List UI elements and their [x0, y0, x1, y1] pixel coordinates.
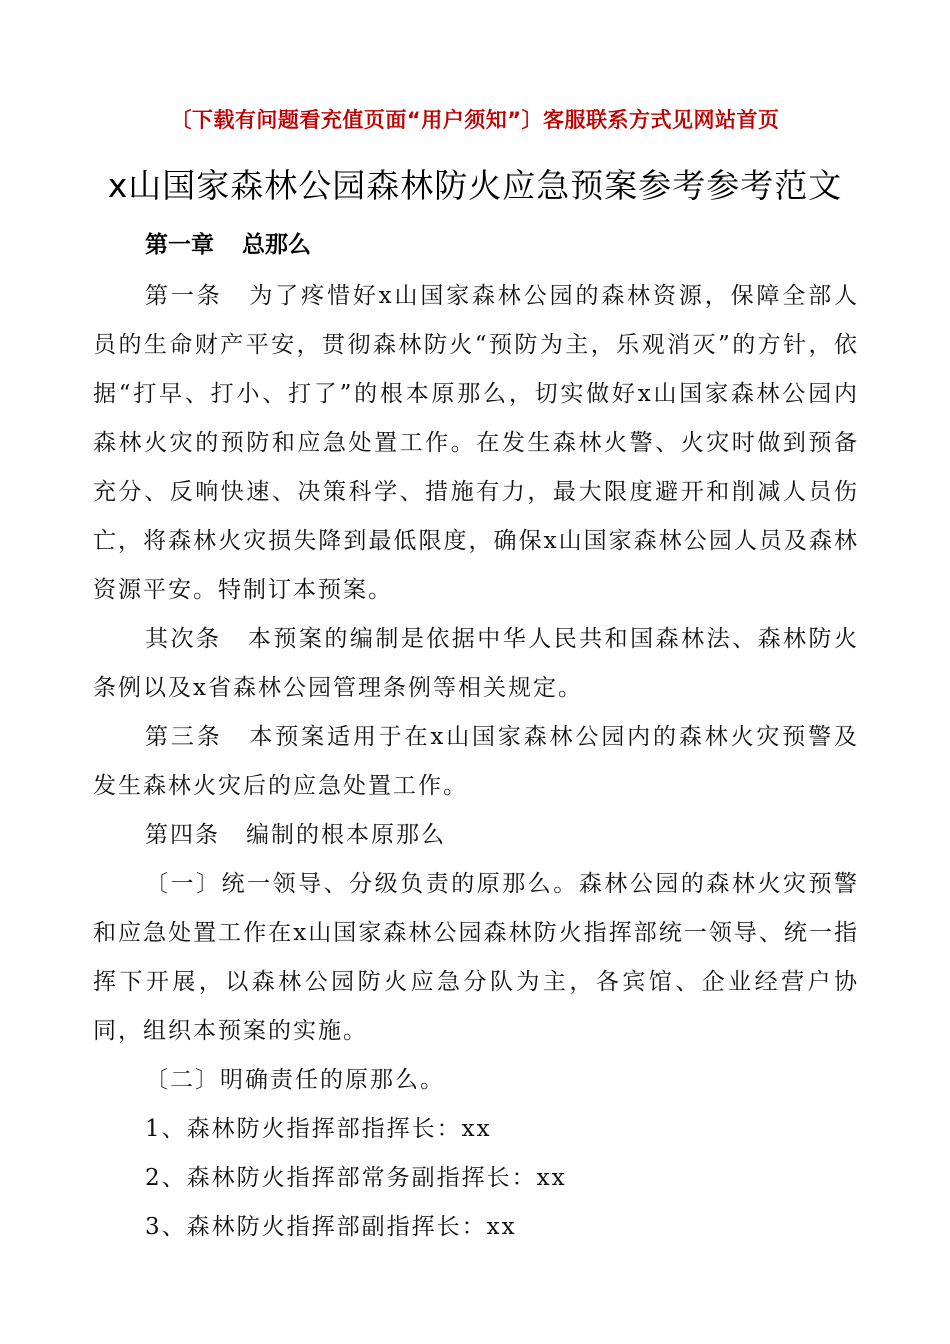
- principle-1: 〔一〕统一领导、分级负责的原那么。森林公园的森林火灾预警和应急处置工作在x山国家森林公园森林防火指挥部统一领导、统一指挥下开展，以森林公园防火应急分队为主，各宾馆、企业经营户协同，组织本预案的实施。: [93, 871, 859, 1044]
- chapter-heading: [145, 226, 311, 259]
- article-label: 第三条: [145, 724, 223, 750]
- article-label: 其次条: [145, 626, 222, 652]
- chapter-name: 总那么: [242, 232, 311, 258]
- article-label: 第一条: [145, 283, 223, 309]
- article-text: 为了疼惜好x山国家森林公园的森林资源，保障全部人员的生命财产平安，贯彻森林防火“预防为主，乐观消灭”的方针，依据“打早、打小、打了”的根本原那么，切实做好x山国家森林公园内森林火灾的预防和应急处置工作。在发生森林火警、火灾时做到预备充分、反响快速、决策科学、措施有力，最大限度避开和削减人员伤亡，将森林火灾损失降到最低限度，确保x山国家森林公园人员及森林资源平安。特制订本预案。: [93, 283, 859, 603]
- article-text: 编制的根本原那么: [246, 822, 446, 848]
- document-title: x山国家森林公园森林防火应急预案参考参考范文: [107, 166, 843, 205]
- article-4: [93, 811, 859, 860]
- personnel-item-3: 3、森林防火指挥部副指挥长：xx: [145, 1214, 517, 1240]
- chapter-number: 第一章: [145, 232, 214, 258]
- article-text: 本预案的编制是依据中华人民共和国森林法、森林防火条例以及x省森林公园管理条例等相关规定。: [93, 626, 860, 701]
- download-notice: 〔下载有问题看充值页面“用户须知”〕客服联系方式见网站首页: [170, 108, 780, 132]
- article-label: 第四条: [145, 822, 220, 848]
- document-body: [93, 272, 859, 1252]
- article-2: [93, 615, 859, 713]
- personnel-item-2: 2、森林防火指挥部常务副指挥长：xx: [145, 1165, 567, 1191]
- article-1: [93, 272, 859, 615]
- principle-2: 〔二〕明确责任的原那么。: [145, 1067, 445, 1093]
- article-text: 本预案适用于在x山国家森林公园内的森林火灾预警及发生森林火灾后的应急处置工作。: [93, 724, 859, 799]
- article-3: [93, 713, 859, 811]
- personnel-item-1: 1、森林防火指挥部指挥长：xx: [145, 1116, 492, 1142]
